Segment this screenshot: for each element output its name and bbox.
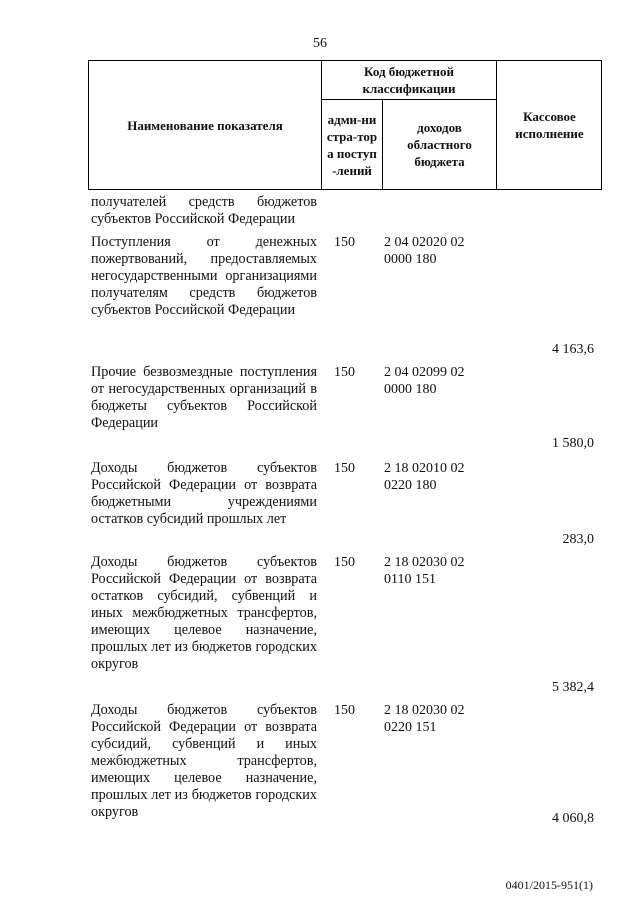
indicator-name: Доходы бюджетов субъектов Российской Федерации от возврата бюджетными учреждениями остатков субсидий прошлых лет <box>91 460 317 527</box>
continuation-text: получателей средств бюджетов субъектов Российской Федерации <box>91 194 317 227</box>
indicator-name: Доходы бюджетов субъектов Российской Федерации от возврата субсидий, субвенций и иных межбюджетных трансфертов, имеющих целевое назначение, прошлых лет из бюджетов городских округов <box>91 702 317 820</box>
indicator-name: Поступления от денежных пожертвований, предоставляемых негосударственными организациями получателям средств бюджетов субъектов Российской Федерации <box>91 234 317 318</box>
admin-code: 150 <box>334 365 355 380</box>
execution-amount: 283,0 <box>562 532 594 547</box>
admin-code: 150 <box>334 461 355 476</box>
header-name-column: Наименование показателя <box>127 117 283 133</box>
table-header <box>88 60 602 190</box>
header-execution-column: Кассовое исполнение <box>515 109 584 141</box>
indicator-name: Прочие безвозмездные поступления от негосударственных организаций в бюджеты субъектов Российской Федерации <box>91 364 317 431</box>
revenue-code: 2 18 02010 02 0220 180 <box>384 461 465 493</box>
revenue-code: 2 18 02030 02 0110 151 <box>384 555 465 587</box>
execution-amount: 4 163,6 <box>552 342 594 357</box>
execution-amount: 4 060,8 <box>552 811 594 826</box>
admin-code: 150 <box>334 703 355 718</box>
revenue-code: 2 04 02020 02 0000 180 <box>384 235 465 267</box>
document-number: 0401/2015-951(1) <box>505 878 593 892</box>
revenue-code: 2 18 02030 02 0220 151 <box>384 703 465 735</box>
indicator-name: Доходы бюджетов субъектов Российской Федерации от возврата остатков субсидий, субвенций и иных межбюджетных трансфертов, имеющих целевое назначение, прошлых лет из бюджетов городских округов <box>91 554 317 672</box>
admin-code: 150 <box>334 555 355 570</box>
execution-amount: 5 382,4 <box>552 680 594 695</box>
revenue-code: 2 04 02099 02 0000 180 <box>384 365 465 397</box>
header-code-group: Код бюджетной классификации <box>362 64 456 96</box>
header-revenue-column: доходов областного бюджета <box>407 120 472 169</box>
header-admin-column: адми-нистра-тора поступ-лений <box>326 111 378 178</box>
admin-code: 150 <box>334 235 355 250</box>
page-number: 56 <box>313 36 327 51</box>
execution-amount: 1 580,0 <box>552 436 594 451</box>
